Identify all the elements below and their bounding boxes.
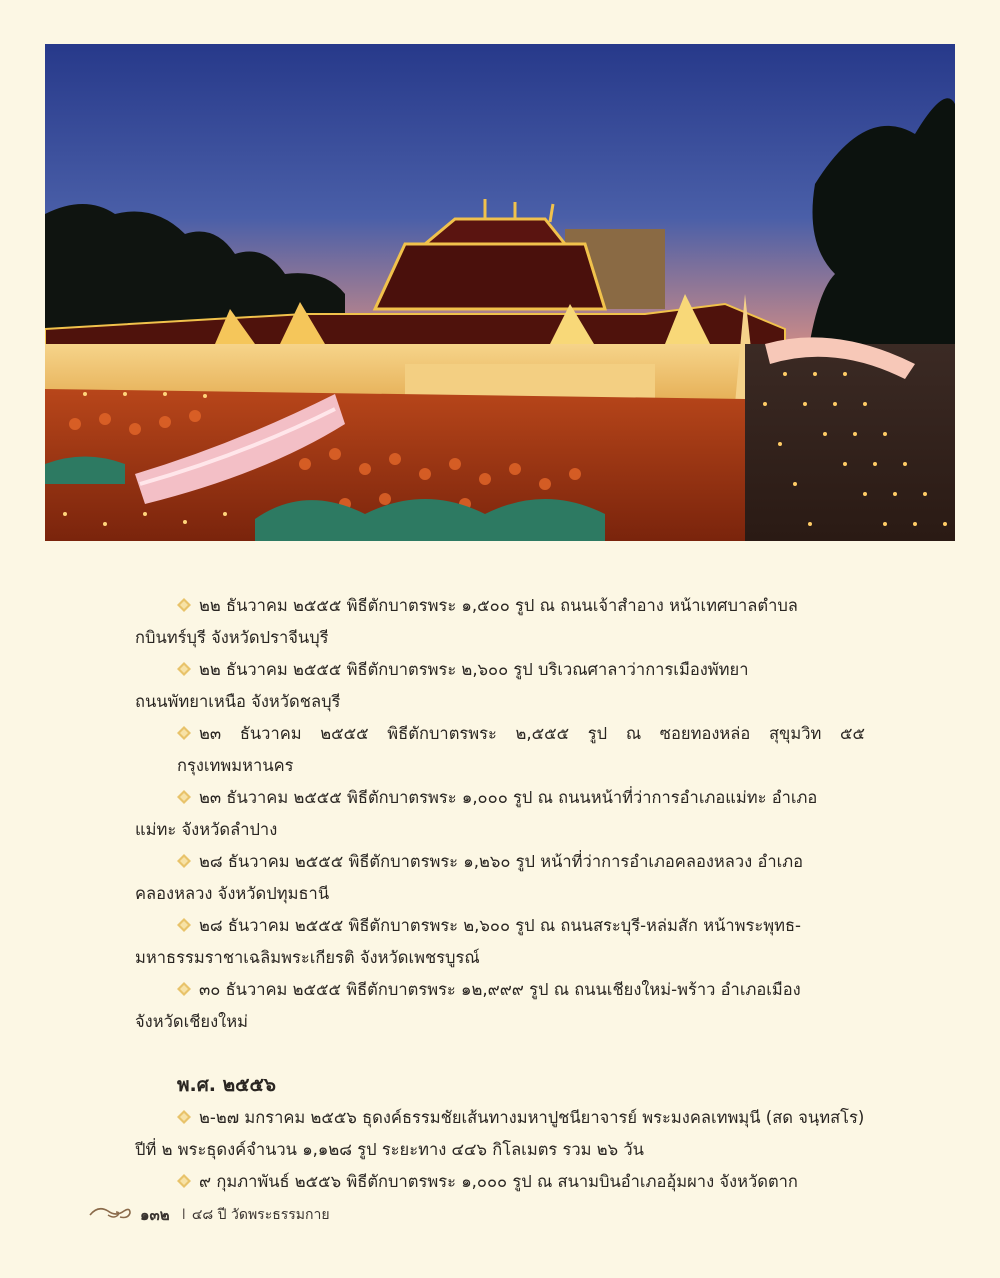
list-item xyxy=(135,846,865,910)
footer-separator: I xyxy=(181,1207,186,1223)
entry-continuation: กบินทร์บุรี จังหวัดปราจีนบุรี xyxy=(135,628,329,647)
entry-continuation: มหาธรรมราชาเฉลิมพระเกียรติ จังหวัดเพชรบูรณ์ xyxy=(135,948,480,967)
entry-continuation: ปีที่ ๒ พระธุดงค์จำนวน ๑,๑๒๘ รูป ระยะทาง ๔๔๖ กิโลเมตร รวม ๒๖ วัน xyxy=(135,1140,644,1159)
entry-first-line: ๒๓ ธันวาคม ๒๕๕๕ พิธีตักบาตรพระ ๒,๕๕๕ รูป ณ ซอยทองหล่อ สุขุมวิท ๕๕ กรุงเทพมหานคร xyxy=(177,724,865,775)
temple-photo-icon xyxy=(45,44,955,541)
book-title: ๔๘ ปี วัดพระธรรมกาย xyxy=(191,1207,330,1223)
entry-continuation: แม่ทะ จังหวัดลำปาง xyxy=(135,820,278,839)
diamond-bullet-icon xyxy=(177,1110,191,1124)
article-body xyxy=(135,590,865,1198)
diamond-bullet-icon xyxy=(177,854,191,868)
diamond-bullet-icon xyxy=(177,1174,191,1188)
entry-continuation: จังหวัดเชียงใหม่ xyxy=(135,1012,248,1031)
swirl-ornament-icon xyxy=(88,1203,132,1227)
temple-photo xyxy=(45,44,955,541)
entry-first-line: ๒๒ ธันวาคม ๒๕๕๕ พิธีตักบาตรพระ ๒,๖๐๐ รูป บริเวณศาลาว่าการเมืองพัทยา xyxy=(199,660,749,679)
list-item xyxy=(135,1166,865,1198)
entry-first-line: ๒๘ ธันวาคม ๒๕๕๕ พิธีตักบาตรพระ ๑,๒๖๐ รูป หน้าที่ว่าการอำเภอคลองหลวง อำเภอ xyxy=(199,852,804,871)
diamond-bullet-icon xyxy=(177,982,191,996)
diamond-bullet-icon xyxy=(177,726,191,740)
diamond-bullet-icon xyxy=(177,918,191,932)
page-footer xyxy=(88,1200,330,1230)
entry-first-line: ๒-๒๗ มกราคม ๒๕๕๖ ธุดงค์ธรรมชัยเส้นทางมหาปูชนียาจารย์ พระมงคลเทพมุนี (สด จนฺทสโร) xyxy=(199,1108,865,1127)
entry-first-line: ๒๓ ธันวาคม ๒๕๕๕ พิธีตักบาตรพระ ๑,๐๐๐ รูป ณ ถนนหน้าที่ว่าการอำเภอแม่ทะ อำเภอ xyxy=(199,788,818,807)
diamond-bullet-icon xyxy=(177,790,191,804)
list-item xyxy=(135,718,865,782)
entry-continuation: คลองหลวง จังหวัดปทุมธานี xyxy=(135,884,330,903)
page-number: ๑๓๒ xyxy=(140,1206,170,1224)
list-item xyxy=(135,974,865,1038)
section-heading: พ.ศ. ๒๕๕๖ xyxy=(177,1074,276,1096)
list-item xyxy=(135,590,865,654)
diamond-bullet-icon xyxy=(177,598,191,612)
entry-first-line: ๒๘ ธันวาคม ๒๕๕๕ พิธีตักบาตรพระ ๒,๖๐๐ รูป ณ ถนนสระบุรี-หล่มสัก หน้าพระพุทธ- xyxy=(199,916,802,935)
entry-first-line: ๙ กุมภาพันธ์ ๒๕๕๖ พิธีตักบาตรพระ ๑,๐๐๐ รูป ณ สนามบินอำเภออุ้มผาง จังหวัดตาก xyxy=(199,1172,798,1191)
entry-first-line: ๒๒ ธันวาคม ๒๕๕๕ พิธีตักบาตรพระ ๑,๕๐๐ รูป ณ ถนนเจ้าสำอาง หน้าเทศบาลตำบล xyxy=(199,596,798,615)
list-item xyxy=(135,782,865,846)
entry-first-line: ๓๐ ธันวาคม ๒๕๕๕ พิธีตักบาตรพระ ๑๒,๙๙๙ รูป ณ ถนนเชียงใหม่-พร้าว อำเภอเมือง xyxy=(199,980,801,999)
diamond-bullet-icon xyxy=(177,662,191,676)
list-item xyxy=(135,654,865,718)
entry-continuation: ถนนพัทยาเหนือ จังหวัดชลบุรี xyxy=(135,692,341,711)
list-item xyxy=(135,910,865,974)
list-item xyxy=(135,1102,865,1166)
